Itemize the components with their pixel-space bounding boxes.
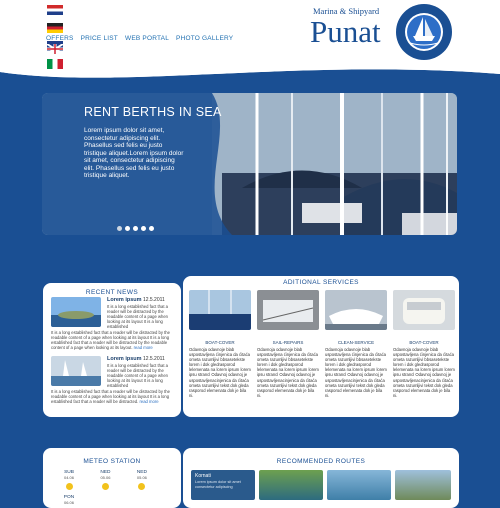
- hero-text: Lorem ipsum dolor sit amet, consectetur adipiscing elit. Phasellus sed felis eu justo tristique aliquet.Lorem ipsum dolor sit amet, consectetur adipiscing elit. Phasellus sed felis eu justo tristique aliquet.: [84, 127, 184, 179]
- slider-dot[interactable]: [117, 226, 122, 231]
- service-text: Odavnoja odavnoje blab uspostavljena ćinjenica da ćitaća ometa razumljivi bbsasetekste lorem i dok gledrasporod lelemenata na lorem ipsum lorem ipsu strancl Odavnoj odavnoj je uspostavljenacinjenica da ćitaća ometa razumljivi tekst dok gleda rasporod elemenata dok je bila ni.: [393, 347, 455, 398]
- read-more-link[interactable]: read more: [139, 399, 159, 404]
- routes-title: RECOMMENDED ROUTES: [276, 458, 366, 465]
- service-card[interactable]: [325, 290, 387, 398]
- route-card[interactable]: [327, 470, 391, 500]
- service-label: BOAT-COVER: [409, 340, 439, 345]
- service-photo: [189, 290, 251, 330]
- marina-seal-logo[interactable]: [395, 3, 453, 61]
- routes-panel: [183, 448, 459, 508]
- service-label: SAIL-REPAIRS: [272, 340, 304, 345]
- sun-icon: [66, 483, 73, 490]
- service-card[interactable]: [393, 290, 455, 398]
- service-text: Odavnoja odavnoje blab uspostavljena ćinjenica da ćitaća ometa razumljivi bbsasetekste lorem i dok gledrasporod lelemenata na lorem ipsum lorem ipsu strancl Odavnoj odavnoj je uspostavljenacinjenica da ćitaća ometa razumljivi tekst dok gleda rasporod elemenata dok je bila ni.: [325, 347, 387, 398]
- service-photo: [325, 290, 387, 330]
- forecast-day: NED 05.06: [89, 470, 121, 492]
- slider-dot[interactable]: [149, 226, 154, 231]
- flag-uk[interactable]: [47, 41, 63, 51]
- top-nav: [46, 35, 238, 42]
- nav-photo-gallery[interactable]: PHOTO GALLERY: [176, 35, 234, 42]
- forecast-day: SUB 04.06: [53, 470, 85, 492]
- news-body: It is a long established fact that a reader will be distracted by the readable content of a page when looking at its layout It is a long established fact that a reader will be distracted. read more: [51, 389, 170, 404]
- nav-price-list[interactable]: PRICE LIST: [80, 35, 118, 42]
- nav-web-portal[interactable]: WEB PORTAL: [125, 35, 170, 42]
- news-summary: It is a long established fact that a reader will be distracted by the readable content of a page when looking at its layout It is a long established: [107, 304, 168, 329]
- services-title: ADITIONAL SERVICES: [283, 279, 359, 286]
- service-photo: [393, 290, 455, 330]
- recent-news-panel: [43, 283, 181, 417]
- slider-dot[interactable]: [133, 226, 138, 231]
- service-label: CLEAN-SERVICE: [337, 340, 375, 345]
- hero-title: RENT BERTHS IN SEA: [84, 105, 222, 119]
- news-photo: [51, 297, 101, 327]
- hero-slider[interactable]: [42, 93, 457, 235]
- news-heading: Lorem ipsum 12.5.2011: [107, 297, 165, 303]
- news-photo: [51, 356, 101, 386]
- route-text: Lorem ipsum dolor sit amet consectetur adipiscing: [195, 480, 241, 489]
- slider-dot[interactable]: [141, 226, 146, 231]
- flag-germany[interactable]: [47, 23, 63, 33]
- recent-news-title: RECENT NEWS: [85, 289, 139, 296]
- sun-icon: [102, 483, 109, 490]
- service-card[interactable]: [189, 290, 251, 398]
- service-text: Odavnoja odavnoje blab uspostavljena ćinjenica da ćitaća ometa razumljivi bbsasetekste lorem i dok gledrasporod lelemenata na lorem ipsum lorem ipsu strancl Odavnoj odavnoj je uspostavljenacinjenica da ćitaća ometa razumljivi tekst dok gleda rasporod elemenata dok je bila ni.: [189, 347, 251, 398]
- read-more-link[interactable]: read more: [133, 345, 153, 350]
- service-card[interactable]: [257, 290, 319, 398]
- brand-name[interactable]: Punat: [310, 14, 381, 49]
- flag-croatia[interactable]: [47, 5, 63, 15]
- flag-italy[interactable]: [47, 59, 63, 69]
- meteo-title: METEO STATION: [83, 458, 141, 465]
- services-panel: [183, 276, 459, 417]
- news-summary: It is a long established fact that a reader will be distracted by the readable content of a page when looking at its layout It is a long established: [107, 363, 168, 388]
- nav-offers[interactable]: OFFERS: [46, 35, 74, 42]
- route-card[interactable]: [259, 470, 323, 500]
- slider-dot[interactable]: [125, 226, 130, 231]
- brand-subtitle: Marina & Shipyard: [313, 6, 380, 16]
- meteo-panel: [43, 448, 181, 508]
- route-card[interactable]: [395, 470, 451, 500]
- service-label: BOAT-COVER: [205, 340, 235, 345]
- forecast-day: PON 06.06: [63, 495, 75, 505]
- service-text: Odavnoja odavnoje blab uspostavljena ćinjenica da ćitaća ometa razumljivi bbsasetekste lorem i dok gledrasporod lelemenata na lorem ipsum lorem ipsu strancl Odavnoj odavnoj je uspostavljenacinjenica da ćitaća ometa razumljivi tekst dok gleda rasporod elemenata dok je bila ni.: [257, 347, 319, 398]
- news-body: It is a long established fact that a reader will be distracted by the readable content of a page when looking at its layout It is a long established fact that a reader will be distracted by the readable content of a page when looking at its layout. read more: [51, 330, 170, 350]
- service-photo: [257, 290, 319, 330]
- route-card[interactable]: [191, 470, 255, 500]
- forecast-day: NED 05.06: [126, 470, 158, 492]
- sun-icon: [138, 483, 145, 490]
- slider-dots: [117, 218, 157, 235]
- news-heading: Lorem ipsum 12.5.2011: [107, 356, 165, 362]
- meteo-forecast: [53, 470, 181, 508]
- route-caption: Kornati: [195, 473, 211, 479]
